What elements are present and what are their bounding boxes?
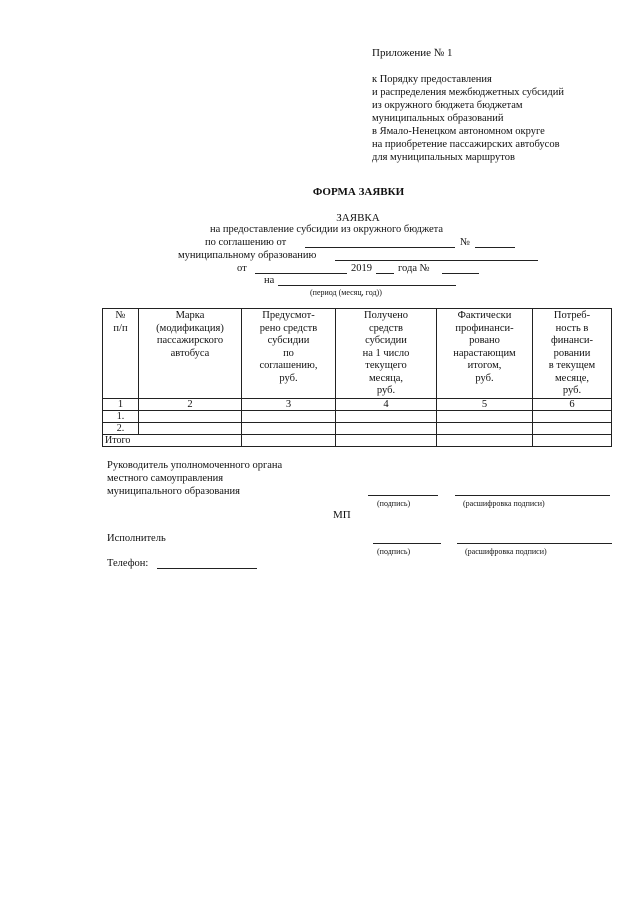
appendix-line: в Ямало-Ненецком автономном округе	[372, 126, 545, 137]
date-field	[255, 273, 347, 274]
table-cell	[437, 410, 533, 422]
head-signature-label: Руководитель уполномоченного органа	[107, 460, 283, 471]
date-from-label: от	[237, 263, 247, 274]
table-cell	[242, 434, 336, 446]
table-cell	[533, 422, 612, 434]
table-cell	[533, 410, 612, 422]
agreement-number-field	[475, 247, 515, 248]
agreement-number-label: №	[460, 237, 471, 248]
table-cell	[336, 410, 437, 422]
table-cell	[336, 434, 437, 446]
year-suffix-field	[376, 273, 394, 274]
column-number: 1	[103, 398, 139, 410]
head-name-field	[455, 495, 610, 496]
total-row	[103, 434, 612, 446]
request-title: ЗАЯВКА	[336, 212, 380, 224]
year-label: 2019	[351, 263, 372, 274]
appendix-line: к Порядку предоставления	[372, 74, 492, 85]
table-cell	[533, 434, 612, 446]
executor-signature-field	[373, 543, 441, 544]
header-cell-need: Потреб- ность в финанси- ровании в текущем месяце, руб.	[533, 309, 612, 399]
table-cell	[336, 422, 437, 434]
appendix-title: Приложение № 1	[372, 47, 453, 59]
table-cell	[139, 422, 242, 434]
header-cell-planned-subsidy: Предусмот- рено средств субсидии по соглашению, руб.	[242, 309, 336, 399]
request-purpose: на предоставление субсидии из окружного бюджета	[210, 224, 444, 235]
head-signature-label: местного самоуправления	[107, 473, 224, 484]
column-number-row	[103, 398, 612, 410]
header-cell-bus-model: Марка (модификация) пассажирского автобуса	[139, 309, 242, 399]
period-label: на	[264, 275, 275, 286]
row-number: 2.	[103, 422, 139, 434]
header-cell-received: Получено средств субсидии на 1 число текущего месяца, руб.	[336, 309, 437, 399]
appendix-line: муниципальных образований	[372, 113, 504, 124]
agreement-date-field	[305, 247, 455, 248]
appendix-line: и распределения межбюджетных субсидий	[372, 87, 564, 98]
municipality-label: муниципальному образованию	[178, 250, 317, 261]
table-row	[103, 410, 612, 422]
column-number: 5	[437, 398, 533, 410]
table-cell	[242, 410, 336, 422]
agreement-label: по соглашению от	[205, 237, 287, 248]
form-title: ФОРМА ЗАЯВКИ	[312, 186, 405, 198]
head-signature-label: муниципального образования	[107, 486, 240, 497]
sign-hint: (подпись)	[377, 499, 411, 508]
executor-label: Исполнитель	[107, 533, 166, 544]
table-row	[103, 422, 612, 434]
request-table	[102, 308, 612, 447]
sign-hint: (подпись)	[377, 547, 411, 556]
row-number: 1.	[103, 410, 139, 422]
table-header-row	[103, 309, 612, 399]
column-number: 6	[533, 398, 612, 410]
decode-hint: (расшифровка подписи)	[463, 499, 545, 508]
header-cell-financed: Фактически профинанси- ровано нарастающим итогом, руб.	[437, 309, 533, 399]
period-field	[278, 285, 456, 286]
request-number-field	[442, 273, 479, 274]
table-cell	[437, 434, 533, 446]
table-cell	[139, 410, 242, 422]
phone-label: Телефон:	[107, 558, 149, 569]
period-hint: (период (месяц, год))	[310, 288, 382, 297]
municipality-field	[335, 260, 538, 261]
head-signature-field	[368, 495, 438, 496]
executor-name-field	[457, 543, 612, 544]
header-cell-number: № п/п	[103, 309, 139, 399]
table-cell	[437, 422, 533, 434]
column-number: 3	[242, 398, 336, 410]
stamp-label: МП	[333, 509, 351, 521]
year-number-label: года №	[398, 263, 430, 274]
column-number: 2	[139, 398, 242, 410]
appendix-line: из окружного бюджета бюджетам	[372, 100, 523, 111]
decode-hint: (расшифровка подписи)	[465, 547, 547, 556]
appendix-line: на приобретение пассажирских автобусов	[372, 139, 560, 150]
total-label: Итого	[103, 434, 242, 446]
appendix-line: для муниципальных маршрутов	[372, 152, 515, 163]
phone-field	[157, 568, 257, 569]
table-cell	[242, 422, 336, 434]
column-number: 4	[336, 398, 437, 410]
